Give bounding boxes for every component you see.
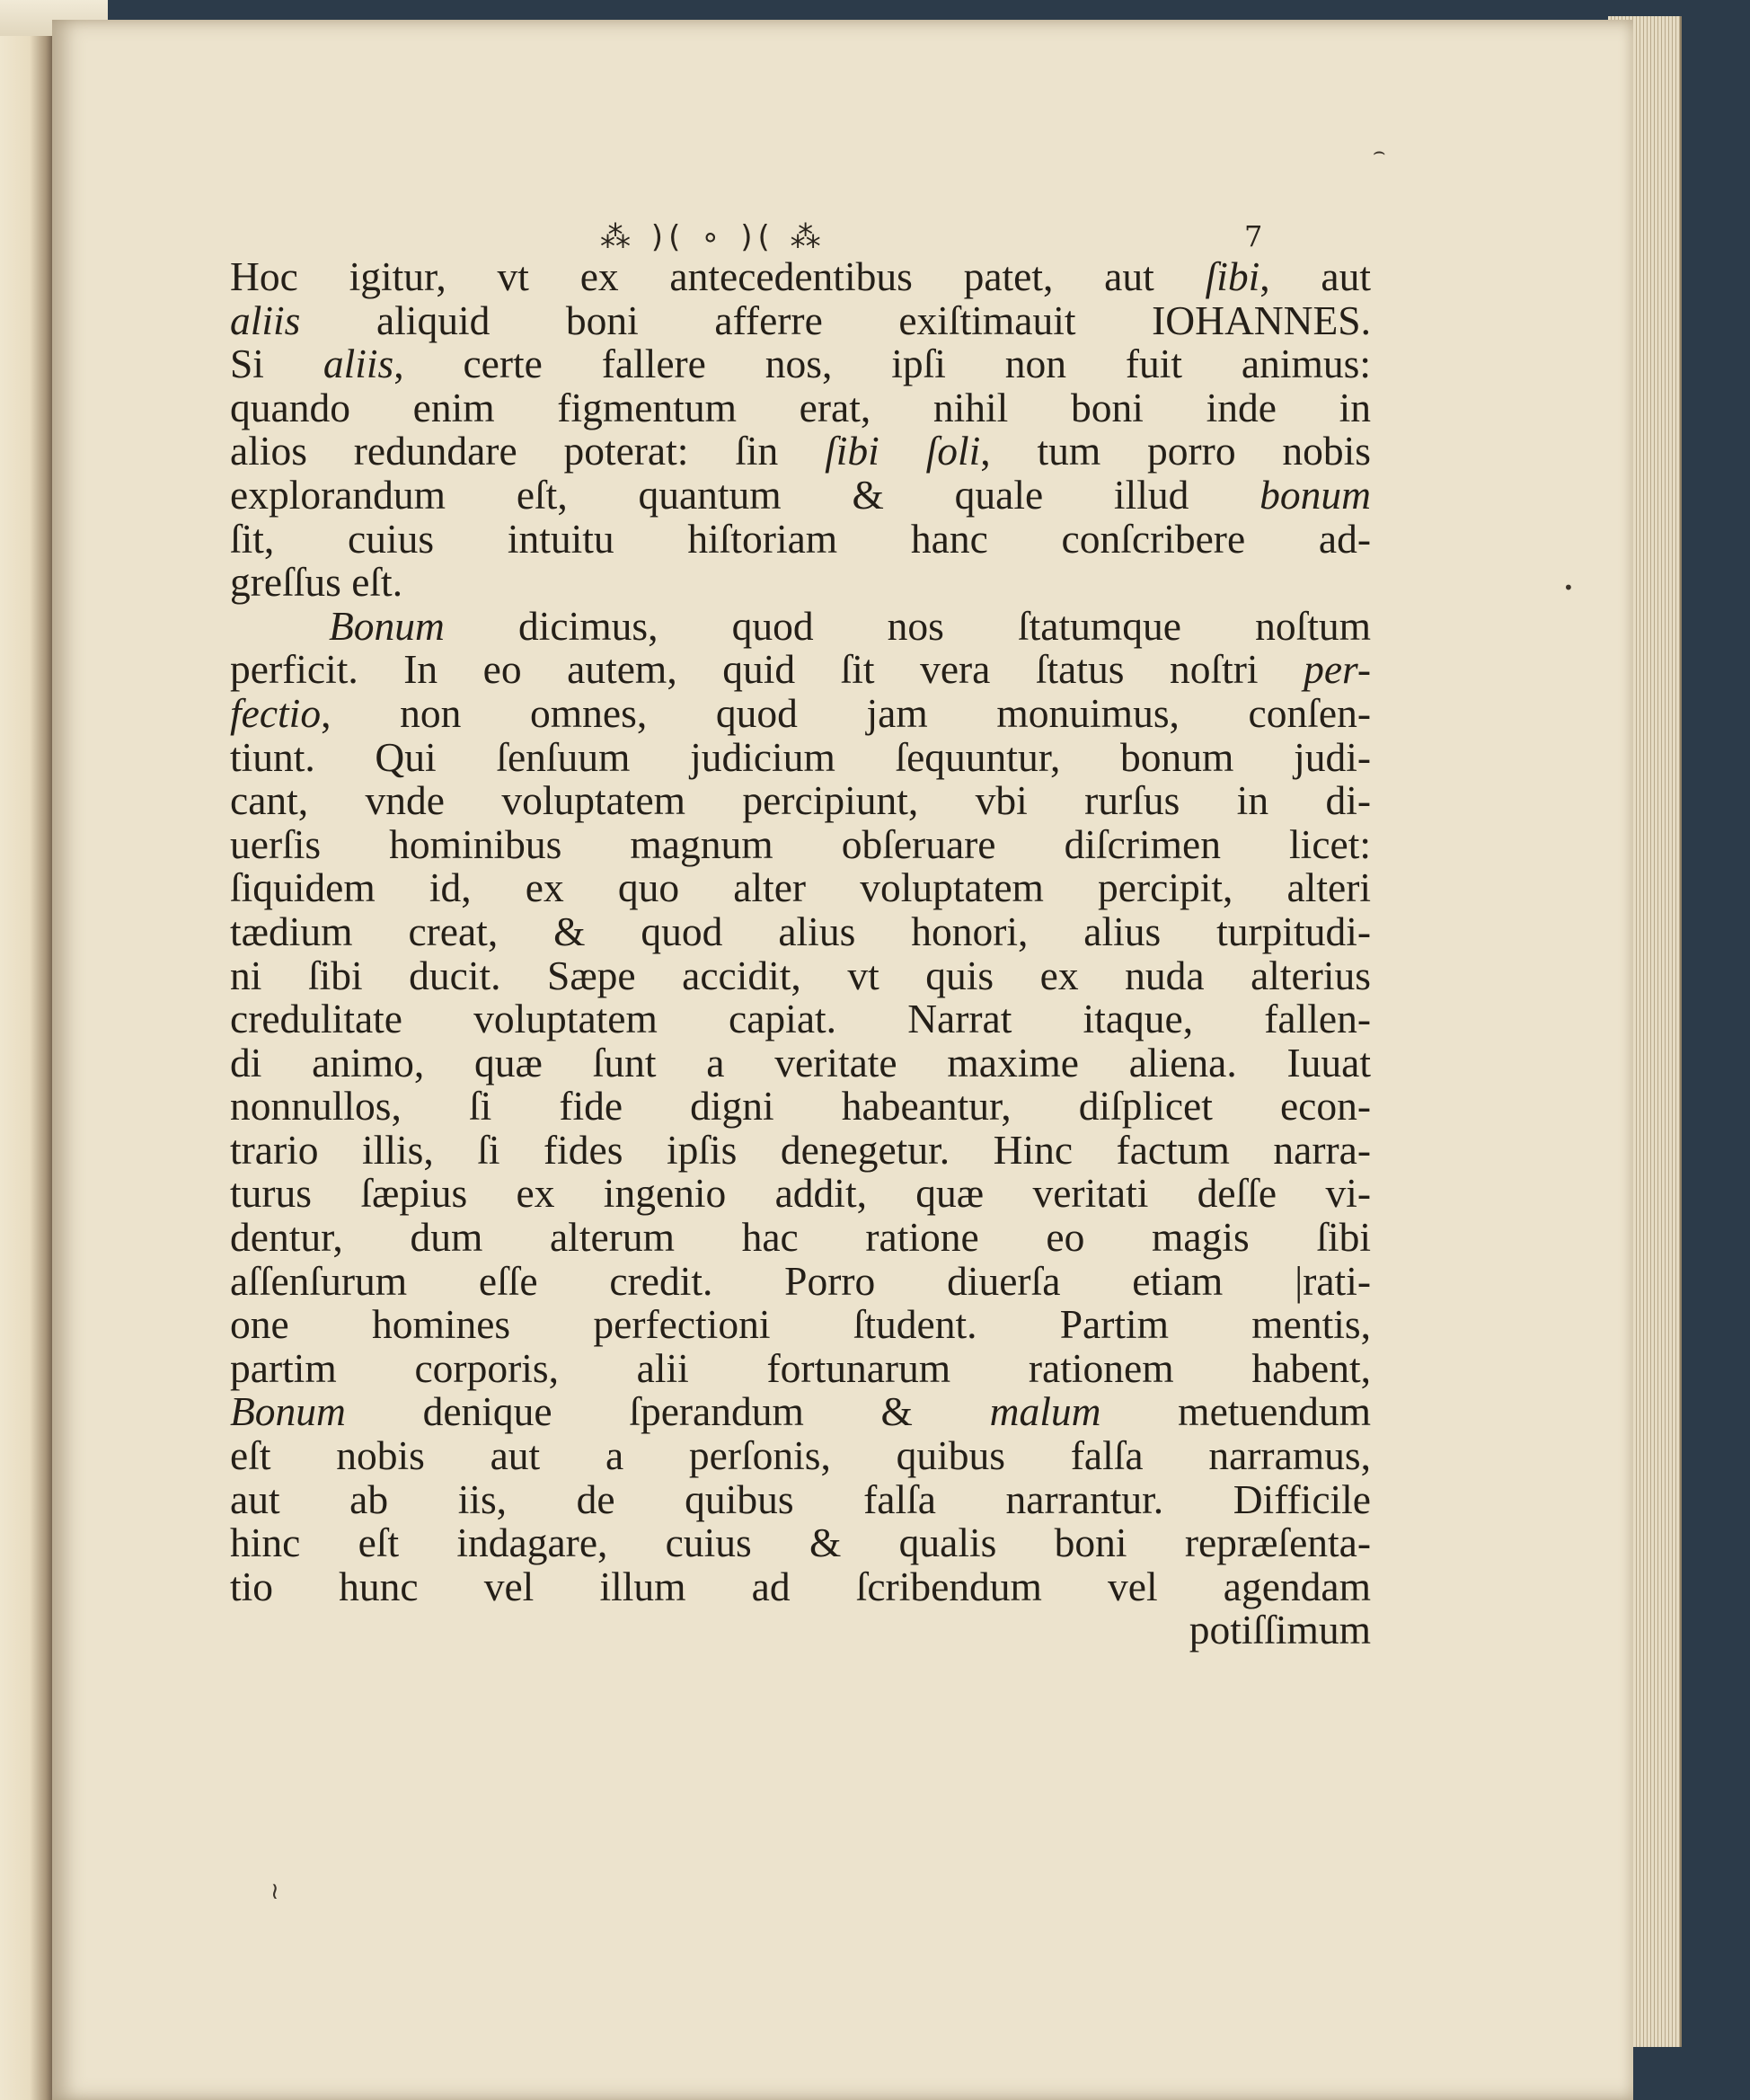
text-line: explorandum eſt, quantum & quale illud bonum <box>230 471 1371 518</box>
stray-dot-icon: • <box>1563 577 1574 598</box>
previous-page-edge <box>0 36 54 2100</box>
text-line: hinc eſt indagare, cuius & qualis boni repræſenta- <box>230 1520 1371 1566</box>
catchword: potiſſimum <box>1189 1607 1371 1653</box>
text-line: Si aliis, certe fallere nos, ipſi non fuit animus: <box>230 341 1371 387</box>
text-line: ſiquidem id, ex quo alter voluptatem percipit, alteri <box>230 864 1371 911</box>
text-line: dentur, dum alterum hac ratione eo magis ſibi <box>230 1214 1371 1261</box>
text-line: aliis aliquid boni afferre exiſtimauit IOHANNES. <box>230 297 1371 343</box>
text-line: alios redundare poterat: ſin ſibi ſoli, tum porro nobis <box>230 428 1371 474</box>
stray-mark-icon: ⌢ <box>1373 141 1386 164</box>
text-line: ni ſibi ducit. Sæpe accidit, vt quis ex nuda alterius <box>230 952 1371 998</box>
body-text <box>230 255 1371 1653</box>
text-line: turus ſæpius ex ingenio addit, quæ veritati deſſe vi- <box>230 1170 1371 1217</box>
text-line: credulitate voluptatem capiat. Narrat itaque, fallen- <box>230 996 1371 1042</box>
text-line: uerſis hominibus magnum obſeruare diſcrimen licet: <box>230 820 1371 867</box>
text-line: one homines perfectioni ſtudent. Partim mentis, <box>230 1301 1371 1348</box>
text-line: nonnullos, ſi fide digni habeantur, diſplicet econ- <box>230 1083 1371 1130</box>
text-line: quando enim figmentum erat, nihil boni inde in <box>230 384 1371 430</box>
text-line: ſit, cuius intuitu hiſtoriam hanc conſcribere ad- <box>230 515 1371 562</box>
text-line: tio hunc vel illum ad ſcribendum vel agendam <box>230 1563 1371 1609</box>
text-line: greſſus eſt. <box>230 559 403 606</box>
text-line: perficit. In eo autem, quid ſit vera ſtatus noſtri per- <box>230 646 1371 693</box>
text-line: eſt nobis aut a perſonis, quibus falſa narramus, <box>230 1432 1371 1479</box>
text-line: tiunt. Qui ſenſuum judicium ſequuntur, bonum judi- <box>230 733 1371 780</box>
text-line: di animo, quæ ſunt a veritate maxime aliena. Iuuat <box>230 1039 1371 1085</box>
text-line: trario illis, ſi fides ipſis denegetur. Hinc factum narra- <box>230 1126 1371 1173</box>
text-line: aut ab iis, de quibus falſa narrantur. Difficile <box>230 1475 1371 1522</box>
text-line: Bonum dicimus, quod nos ſtatumque noſtum <box>329 602 1371 649</box>
text-line: partim corporis, alii fortunarum rationem habent, <box>230 1344 1371 1391</box>
text-line: aſſenſurum eſſe credit. Porro diuerſa etiam |rati- <box>230 1257 1371 1304</box>
header-ornament: ⁂ )( ∘ )( ⁂ <box>600 219 826 255</box>
page-header <box>52 219 1633 255</box>
text-line: tædium creat, & quod alius honori, alius turpitudi- <box>230 908 1371 954</box>
text-line: cant, vnde voluptatem percipiunt, vbi rurſus in di- <box>230 777 1371 824</box>
page-number: 7 <box>1244 219 1263 253</box>
stray-scribble-icon: ≀ <box>270 1878 279 1905</box>
book-page <box>52 20 1633 2100</box>
text-line: fectio, non omnes, quod jam monuimus, conſen- <box>230 689 1371 736</box>
text-line: Bonum denique ſperandum & malum metuendum <box>230 1388 1371 1435</box>
text-line: Hoc igitur, vt ex antecedentibus patet, aut ſibi, aut <box>230 253 1371 299</box>
